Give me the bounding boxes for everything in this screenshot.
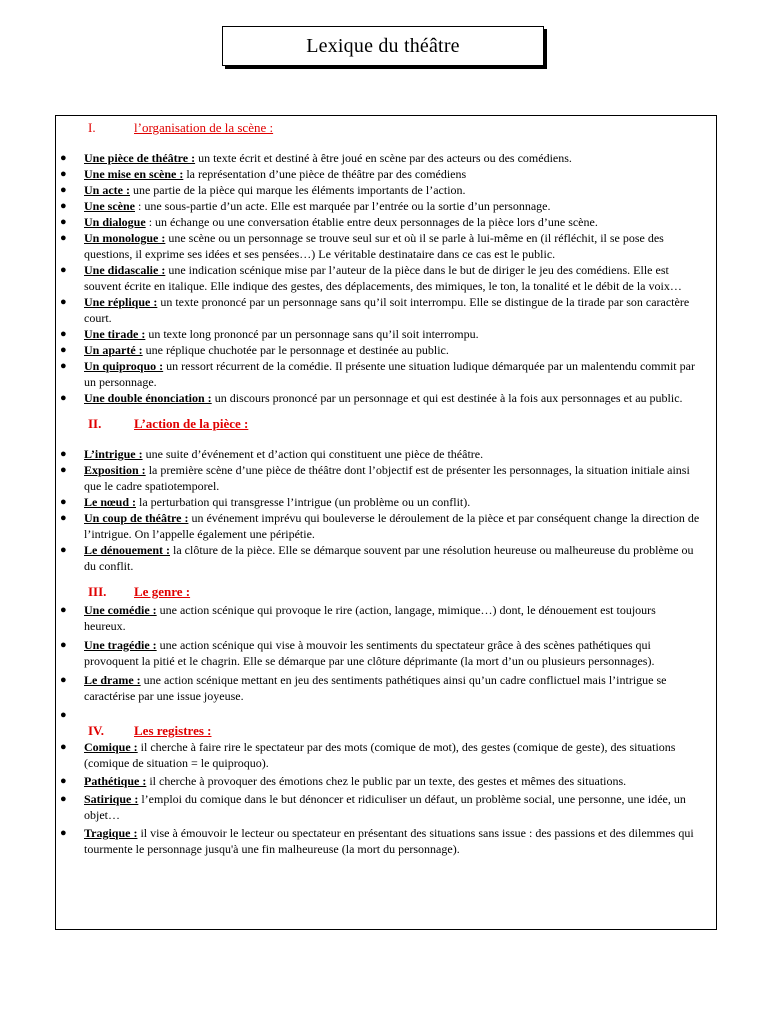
bullet-icon: ● <box>60 168 67 180</box>
definition: la perturbation qui transgresse l’intrigue (un problème ou un conflit). <box>136 495 471 509</box>
term: Une tragédie : <box>84 638 157 652</box>
list-item <box>60 342 700 358</box>
list-item <box>60 166 700 182</box>
bullet-icon: ● <box>60 793 67 805</box>
bullet-icon: ● <box>60 152 67 164</box>
definition: la première scène d’une pièce de théâtre dont l’objectif est de présenter les personnages, la situation initiale ainsi que le cadre spatiotemporel. <box>84 463 690 493</box>
term: Un aparté : <box>84 343 143 357</box>
list-item <box>60 214 700 230</box>
list-item <box>60 672 700 704</box>
term: Un dialogue <box>84 215 146 229</box>
term: Un acte : <box>84 183 130 197</box>
list-item <box>60 326 700 342</box>
list-item <box>60 230 700 262</box>
definition: la représentation d’une pièce de théâtre par des comédiens <box>183 167 467 181</box>
term-list-4 <box>60 739 700 857</box>
bullet-icon: ● <box>60 544 67 556</box>
bullet-icon: ● <box>60 264 67 276</box>
bullet-icon: ● <box>60 709 67 721</box>
term: Une tirade : <box>84 327 146 341</box>
definition: la clôture de la pièce. Elle se démarque souvent par une résolution heureuse ou malheureuse du problème ou du conflit. <box>84 543 694 573</box>
definition: un texte long prononcé par un personnage sans qu’il soit interrompu. <box>145 327 479 341</box>
bullet-icon: ● <box>60 775 67 787</box>
list-item <box>60 446 700 462</box>
term: Une comédie : <box>84 603 157 617</box>
definition: il vise à émouvoir le lecteur ou spectateur en présentant des situations sans issue : des passions et des dilemmes qui tourmente le personnage jusqu'à une fin malheureuse (la mort du personnage). <box>84 826 694 856</box>
definition: une action scénique qui provoque le rire (action, langage, mimique…) dont, le dénouement est toujours heureux. <box>84 603 656 633</box>
term: Satirique : <box>84 792 139 806</box>
definition: une scène ou un personnage se trouve seul sur et où il se parle à lui-même en (il réfléchit, il se pose des questions, il exprime ses idées et ses pensées…) Le véritable destinataire dans ce cas est le public. <box>84 231 664 261</box>
list-item <box>60 707 700 723</box>
section-number: I. <box>88 120 96 135</box>
term: Une didascalie : <box>84 263 166 277</box>
definition: un ressort récurrent de la comédie. Il présente une situation ludique démarquée par un malentendu commit par un personnage. <box>84 359 695 389</box>
list-item <box>60 791 700 823</box>
bullet-icon: ● <box>60 448 67 460</box>
list-item <box>60 773 700 789</box>
list-item <box>60 390 700 406</box>
term-list-1 <box>60 150 700 406</box>
definition: il cherche à provoquer des émotions chez le public par un texte, des gestes et mêmes des situations. <box>146 774 627 788</box>
definition: un texte prononcé par un personnage sans qu’il soit interrompu. Elle se distingue de la tirade par son caractère court. <box>84 295 690 325</box>
title-box <box>222 26 544 66</box>
bullet-icon: ● <box>60 296 67 308</box>
term: Comique : <box>84 740 138 754</box>
list-item <box>60 150 700 166</box>
definition: une action scénique qui vise à mouvoir les sentiments du spectateur grâce à des scènes pathétiques qui provoquent la pitié et le chagrin. Elle se démarque par une clôture déprimante (la mort d’un ou plusieurs personnages). <box>84 638 655 668</box>
list-item <box>60 294 700 326</box>
definition: un discours prononcé par un personnage et qui est destinée à la fois aux personnages et au public. <box>211 391 683 405</box>
section-heading-1 <box>88 120 700 136</box>
list-item <box>60 825 700 857</box>
term: Le dénouement : <box>84 543 170 557</box>
term: Le nœud : <box>84 495 137 509</box>
list-item <box>60 462 700 494</box>
term-list-3 <box>60 602 700 723</box>
bullet-icon: ● <box>60 392 67 404</box>
bullet-icon: ● <box>60 344 67 356</box>
term: Une réplique : <box>84 295 158 309</box>
section-title: l’organisation de la scène : <box>134 120 274 135</box>
list-item <box>60 494 700 510</box>
term: L’intrigue : <box>84 447 143 461</box>
definition: il cherche à faire rire le spectateur par des mots (comique de mot), des gestes (comique de geste), des situations (comique de situation = le quiproquo). <box>84 740 676 770</box>
list-item <box>60 637 700 669</box>
term: Une pièce de théâtre : <box>84 151 196 165</box>
term: Une scène <box>84 199 135 213</box>
bullet-icon: ● <box>60 639 67 651</box>
section-title: L’action de la pièce : <box>134 416 249 431</box>
definition: : un échange ou une conversation établie entre deux personnages de la pièce lors d’une scène. <box>145 215 598 229</box>
bullet-icon: ● <box>60 741 67 753</box>
section-number: IV. <box>88 723 105 738</box>
lexicon-frame <box>55 115 717 930</box>
list-item <box>60 358 700 390</box>
term: Pathétique : <box>84 774 147 788</box>
bullet-icon: ● <box>60 512 67 524</box>
definition: un texte écrit et destiné à être joué en scène par des acteurs ou des comédiens. <box>195 151 572 165</box>
section-number: II. <box>88 416 102 431</box>
term: Un coup de théâtre : <box>84 511 189 525</box>
list-item <box>60 602 700 634</box>
list-item <box>60 198 700 214</box>
section-heading-4 <box>88 723 700 739</box>
bullet-icon: ● <box>60 232 67 244</box>
bullet-icon: ● <box>60 216 67 228</box>
bullet-icon: ● <box>60 184 67 196</box>
page-title: Lexique du théâtre <box>306 34 460 57</box>
list-item <box>60 542 700 574</box>
definition: : une sous-partie d’un acte. Elle est marquée par l’entrée ou la sortie d’un personnage. <box>135 199 551 213</box>
list-item <box>60 510 700 542</box>
term: Le drame : <box>84 673 141 687</box>
term: Exposition : <box>84 463 146 477</box>
section-title: Les registres : <box>134 723 212 738</box>
section-number: III. <box>88 584 107 599</box>
section-heading-2 <box>88 416 700 432</box>
bullet-icon: ● <box>60 604 67 616</box>
definition: une partie de la pièce qui marque les éléments importants de l’action. <box>129 183 466 197</box>
bullet-icon: ● <box>60 200 67 212</box>
bullet-icon: ● <box>60 360 67 372</box>
definition: une suite d’événement et d’action qui constituent une pièce de théâtre. <box>142 447 484 461</box>
definition: l’emploi du comique dans le but dénoncer et ridiculiser un défaut, un problème social, une personne, une idée, un objet… <box>84 792 686 822</box>
term: Une mise en scène : <box>84 167 184 181</box>
section-title: Le genre : <box>134 584 191 599</box>
definition: une action scénique mettant en jeu des sentiments pathétiques ainsi qu’un cadre conflictuel mais l’intrigue se caractérise par une issue joyeuse. <box>84 673 667 703</box>
bullet-icon: ● <box>60 496 67 508</box>
bullet-icon: ● <box>60 464 67 476</box>
definition: une indication scénique mise par l’auteur de la pièce dans le but de diriger le jeu des comédiens. Elle est souvent écrite en italique. Elle indique des gestes, des déplacements, des mimiques, le ton, la tonalité et le débit de la voix… <box>84 263 682 293</box>
definition: une réplique chuchotée par le personnage et destinée au public. <box>142 343 449 357</box>
definition: un événement imprévu qui bouleverse le déroulement de la pièce et par conséquent change la direction de l’intrigue. On l’appelle également une péripétie. <box>84 511 700 541</box>
term: Tragique : <box>84 826 138 840</box>
term-list-2 <box>60 446 700 574</box>
list-item <box>60 739 700 771</box>
bullet-icon: ● <box>60 674 67 686</box>
bullet-icon: ● <box>60 328 67 340</box>
section-heading-3 <box>88 584 700 600</box>
bullet-icon: ● <box>60 827 67 839</box>
term: Une double énonciation : <box>84 391 212 405</box>
term: Un quiproquo : <box>84 359 164 373</box>
list-item <box>60 182 700 198</box>
term: Un monologue : <box>84 231 166 245</box>
list-item <box>60 262 700 294</box>
